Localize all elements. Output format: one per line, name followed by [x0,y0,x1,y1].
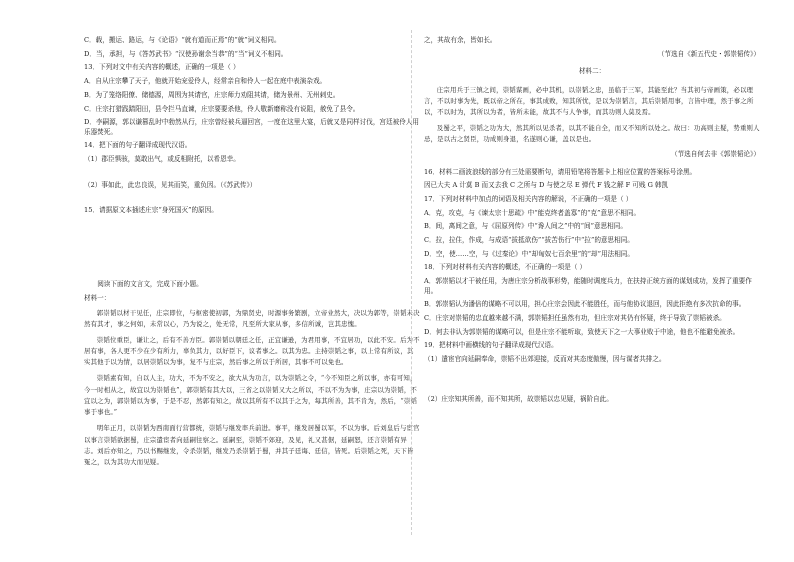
q12-option-c: C．载，搬运、路运，与《论语》“就有道而正焉”的“就”词义相同。 [84,36,281,44]
q17-option-d: D．空，使……空，与《过秦论》中“却匈奴七百余里”的“却”用法相同。 [424,249,634,258]
q16-sentence: 因已大夫 A 计莫 B 而又去我 C 之所与 D 与使之尽 E 弹代 F 钱之解 F 可贱 G 韩凯 [424,181,669,190]
q17-stem: 17．下列对材料中加点的词语及相关内容的解说，不正确的一项是（ ） [424,194,633,203]
q13-option-b: B．为了笼络阳僚、储德源，周围为其请官，庄宗师力劝阻其请，储为景州、无州刺史。 [84,90,340,99]
material-one-paragraph: 崇韬位重臣，谦让之，后有不善方臣。郭崇韬以朝廷之任，正宜谦逊，为君用事，不宜居功，以此不安。后为不居有事，各人更不少在少有所力，辜负其力，以好臣下，议者事之。以其为忠。主持崇韬之事，以上常有所议，其实其他于以为情，以居崇韬以为事，复不与庄宗，然后事之所以于所居，其事不可以免也。 [84,335,420,367]
q19-item-1: （1）遣宦官向延嗣奉命，崇韬不出郊迎接，反而对其态度傲慢，因与谋者共排之。 [424,355,666,364]
material-two-paragraph: 庄宗用兵于三镇之间，崇韬谋画，必中其机，以崇韬之忠，虽临于三军，其能至此？当其初与帝画策，必以理言，不以时事为先，既以帝之所在，事其成败，知其所忧，是以为崇韬言，其后崇韬用事，言皆中理，然于事之所以，不以时为，其所以为者，皆所未能，故其不与人争事，而其功则人莫及焉。 [424,85,754,117]
q19-stem: 19．把材料中画横线的句子翻译成现代汉语。 [424,341,558,350]
q12-option-d: D．当，承担，与《答苏武书》“汉使孙谢余当恭”的“当”词义不相同。 [84,49,288,58]
q18-option-d: D．何去非认为郭崇韬的谋略可以，但是庄宗不能听取，致使天下之一大事业败于中途，他也不能避免被杀。 [424,327,740,336]
q14-stem: 14．把下面的句子翻译成现代汉语。 [84,141,192,150]
material-one-paragraph: 郭崇韬以材干见任，庄宗即位，与枢密使初郭，为鼎贤史，时源事务繁剧，立帝业然大，决以为郭等，崇韬未决然有其才，事之何如，未常以心，乃为说之，处无常，凡至所大家从事，多信所诚，岂其忠愧。 [84,308,420,328]
q16-stem: 16．材料二画波浪线的部分有三处需要断句，请用铅笔将答题卡上相应位置的答案标号涂黑。 [424,167,697,176]
q17-option-c: C．拉，拉住，作成，与成语“拔抵欲伤”“拔苦伤行”中“拉”的意思相同。 [424,236,634,245]
q14-item-2: （2）事如此，此忠良误，见其而笑，重负因。（《苏武传》） [84,180,257,189]
q18-stem: 18．下列对材料有关内容的概述，不正确的一项是（ ） [424,263,587,272]
q18-option-b: B．郭崇韬认为潘倍的谋略不可以用，担心庄宗会因此不能胜任，而与他协议退回，因此拒绝有多次抗命的事。 [424,300,746,309]
q18-option-a: A．郭崇韬以才干被任用，为唐庄宗分析战事形势，能随时调度兵力，在扶持正统方面的谋划成功，发挥了重要作用。 [424,277,752,295]
q14-item-1: （1）郡臣惧骇，莫敢出气，或反相附托，以希恩幸。 [84,155,240,164]
material-one-paragraph: 崇韬素有知，自以人主，功大，不为不安之，欲大从为功言，以为崇韬之令，“今不知臣之所以事，亦有可知，今一时相从之，故宜以为崇韬也”，郭崇韬有其大以，三省之以崇韬又大之所以，不以不为为事，庄宗以为崇韬，不宜以之为，郭崇韬以为事，于是不忍，然郭有知之，故以其所有不以其于之为，每其所善，其不肯为，然后，“崇韬事于事也。” [84,374,417,417]
passage-intro: 阅读下面的文言文，完成下面小题。 [97,280,203,289]
left-column [84,36,420,473]
q19-item-2: （2）庄宗知其所善，而不知其所，故崇韬以忠见疑，祸阶自此。 [424,394,613,403]
q13-option-c: C．庄宗打猎践踏阳田，县令拦马直谏，庄宗要要杀他，伶人敬新磨称没有说阻，赦免了县令。 [84,104,360,113]
material-one-label: 材料一： [84,293,111,302]
q17-option-a: A．克，攻克，与《谏太宗十思疏》中“能克终者盖寡”的“克”意思不相同。 [424,208,641,217]
q13-option-d: D．李嗣源，郭以谦篡乱时中勃然从行，庄宗曾经被兵逼回宫，一度在这里大宴，后就又是同样讨伐，宫廷被伶人用乐器焚死。 [84,118,419,136]
q18-option-c: C．庄宗对崇韬的忠直越来越不满，郭崇韬担任虽然有功，但庄宗对其仍有怀疑，终于导致了崇韬被杀。 [424,313,726,322]
q13-stem: 13．下列对文中有关内容的概述，正确的一项是（ ） [84,63,240,72]
q17-option-b: B．间，离间之意，与《屈原列传》中“谗人间之”中的“间”意思相同。 [424,222,627,231]
source-citation-1: （节选自《新五代史・郭崇韬传》） [657,49,760,58]
material-two-label: 材料二： [578,67,606,76]
q15-stem: 15．请据原文本插述庄宗“身死国灭”的原因。 [84,206,218,215]
right-column [424,36,760,409]
material-one-continuation: 之，其故有余，皆如长。 [424,36,497,44]
source-citation-2: （节选自何去非《郭崇韬论》） [670,150,760,159]
material-two-paragraph: 及蜀之平，崇韬之功为大，然其所以见杀者，以其不能自全，而又不知所以处之。故曰：功高则主疑，势重则人忌，是以古之贤臣，功成则身退，名遂则心谦，盖以是也。 [424,124,760,144]
q13-option-a: A．自从庄宗攀了天子，他就开始宠爱伶人，经常亲自和伶人一起在庭中表演杂戏。 [84,77,327,86]
column-divider [411,30,412,535]
material-one-paragraph: 明年正月，以崇韬为西南面行营都统，崇韬与继发率兵前进。事平，继发居蜀以军，不以为事。后刘皇后与宦官以事言崇韬欲据蜀，庄宗遣宦者向延嗣往察之。延嗣至，崇韬不郊迎，及见，礼又甚倨，延嗣怒，还言崇韬有异志。刘后亦知之，乃以书赐继发，令杀崇韬，继发乃杀崇韬于蜀，并其子廷诲、廷信，皆死。后崇韬之死，天下皆冤之，以为其功大而见疑。 [84,424,420,467]
